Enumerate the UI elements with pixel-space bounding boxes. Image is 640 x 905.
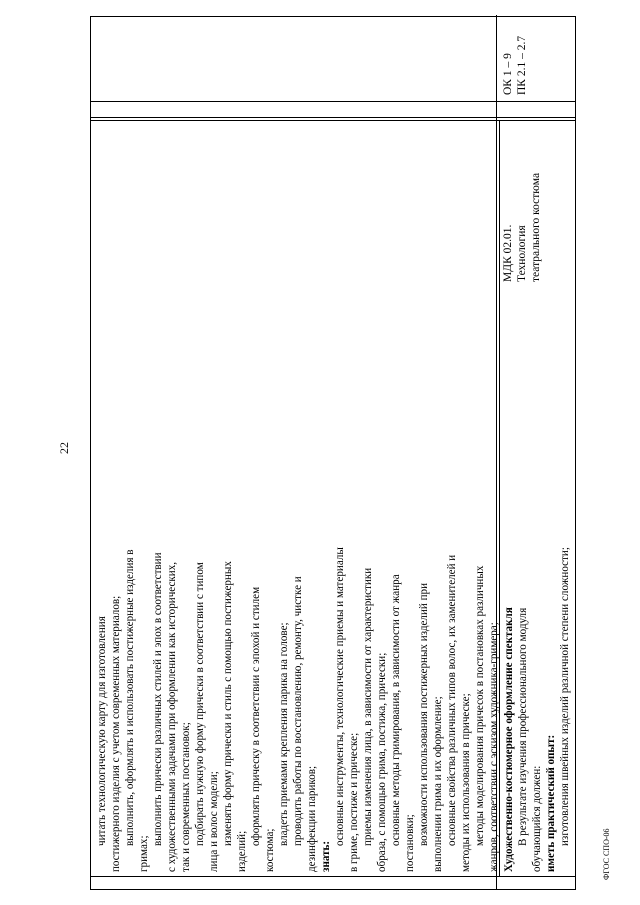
competency-codes-cell bbox=[501, 17, 529, 95]
table-column-divider bbox=[91, 120, 575, 121]
text-line: так и современных постановок; bbox=[180, 722, 192, 872]
mdk-line: МДК 02.01. bbox=[502, 224, 514, 282]
mdk-line: Технология bbox=[516, 225, 528, 282]
text-line: лица и волос модели; bbox=[208, 771, 220, 872]
text-line: жанров, соответствии с эскизом художника-гримера; bbox=[488, 622, 500, 872]
text-line: костюма; bbox=[264, 828, 276, 872]
text-line: постижерного изделия с учетом современных материалов; bbox=[110, 595, 122, 872]
text-line: основные инструменты, технологические приемы и материалы bbox=[334, 547, 346, 846]
text-line: с художественными задачами при оформлении как исторических, bbox=[166, 561, 178, 872]
text-line: дезинфекции париков; bbox=[306, 765, 318, 872]
mdk-line: театрального костюма bbox=[530, 172, 542, 282]
text-line: основные методы гримирования, в зависимости от жанра bbox=[390, 574, 402, 846]
text-line: возможности использования постижерных изделий при bbox=[418, 582, 430, 846]
table-column-divider bbox=[91, 101, 575, 102]
text-line: выполнить, оформлять и использовать постижерные изделия в bbox=[124, 549, 136, 846]
text-line: обучающийся должен: bbox=[531, 765, 543, 872]
text-line: изменять форму прически и стиль с помощью постижерных bbox=[222, 561, 234, 846]
module-table bbox=[90, 16, 576, 890]
text-line: основные свойства различных типов волос, их заменителей и bbox=[446, 554, 458, 846]
text-line: выполнении грима и их оформление; bbox=[432, 696, 444, 872]
text-line: проводить работы по восстановлению, ремонту, чистке и bbox=[292, 576, 304, 846]
table-column-divider bbox=[91, 876, 575, 877]
page-number: 22 bbox=[57, 442, 71, 454]
text-line: методы их использования в прическе; bbox=[460, 693, 472, 872]
landscape-table-page bbox=[90, 16, 576, 890]
footer-code: ФГОС СПО-06 bbox=[602, 828, 611, 880]
text-line: владеть приемами крепления парика на голове; bbox=[278, 622, 290, 846]
table-column-divider bbox=[91, 117, 575, 118]
text-line: изделий; bbox=[236, 830, 248, 872]
text-line: иметь практический опыт: bbox=[545, 734, 557, 872]
text-line: подбирать нужную форму прически в соответствии с типом bbox=[194, 562, 206, 846]
text-line: Художественно-костюмерное оформление спектакля bbox=[503, 607, 515, 872]
text-line: в гриме, постиже и прическе; bbox=[348, 732, 360, 872]
text-line: постановки; bbox=[404, 814, 416, 872]
text-line: В результате изучения профессионального модуля bbox=[517, 607, 529, 846]
text-line: оформлять прическу в соответствии с эпохой и стилем bbox=[250, 586, 262, 846]
text-line: приемы изменения лица, в зависимости от характеристики bbox=[362, 567, 374, 846]
mdk-cell bbox=[501, 142, 543, 282]
text-line: гримах; bbox=[138, 835, 150, 872]
competency-code: ПК 2.1 – 2.7 bbox=[516, 35, 528, 95]
competency-code: ОК 1 – 9 bbox=[502, 53, 514, 95]
text-line: знать: bbox=[320, 840, 332, 872]
text-line: выполнить прически различных стилей и эпох в соответствии bbox=[152, 552, 164, 846]
text-line: образа, с помощью грима, постижа, прически; bbox=[376, 652, 388, 872]
text-line: читать технологическую карту для изготовления bbox=[96, 616, 108, 846]
text-line: изготовления швейных изделий различной степени сложности; bbox=[559, 547, 571, 846]
text-line: методы моделирования причесок в постановках различных bbox=[474, 565, 486, 846]
